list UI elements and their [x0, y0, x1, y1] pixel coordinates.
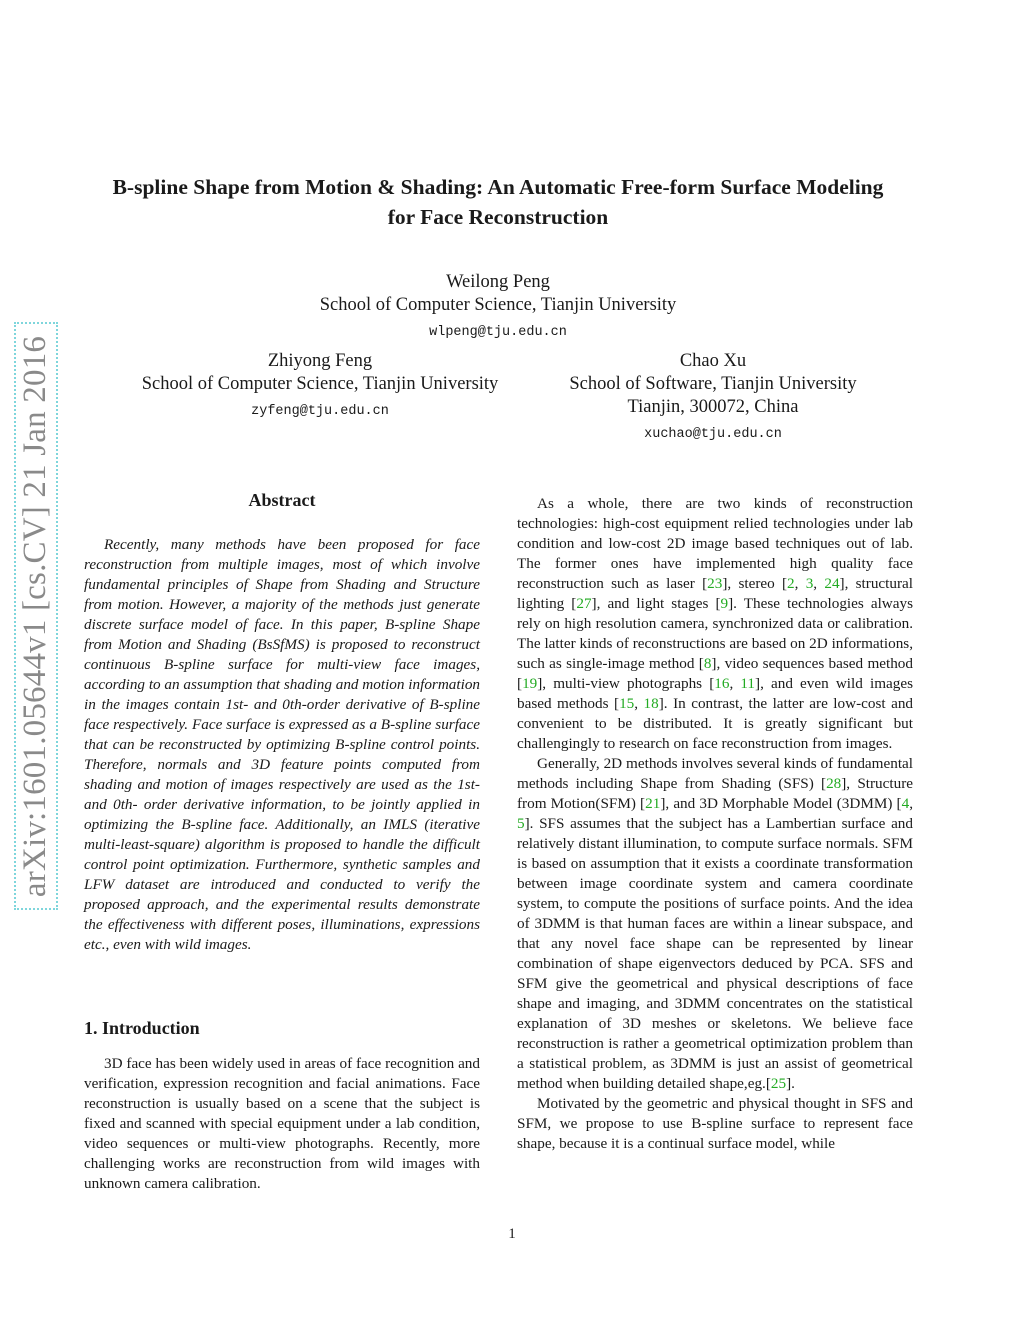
author-affiliation: School of Computer Science, Tianjin University: [141, 374, 499, 394]
paragraph: Generally, 2D methods involves several kinds of fundamental methods including Shape from Shading (SFS) [28], Structure from Motion(SFM) [21], and 3D Morphable Model (3DMM) [4, 5]. SFS assumes that the subject has a Lambertian surface and relatively distant illumination, to compute surface normals. SFM is based on assumption that it exists a coordinate transformation between image coordinate system and camera coordinate system, to compute the positions of surface points. And the idea of 3DMM is that human faces are within a linear subspace, and that any novel face shape can be represented by linear combination of shape eigenvectors deduced by PCA. SFS and SFM give the geometrical and physical descriptions of face shape and imaging, and 3DMM concentrates on the statistical explanation of 3D meshes or skeletons. We believe face reconstruction is rather a geometrical optimization problem than a statistical problem, as 3DMM is just an assist of geometrical method when building detailed shape,eg.[25].: [517, 755, 913, 1092]
author-name: Chao Xu: [679, 351, 747, 371]
citation-link[interactable]: 24: [824, 575, 840, 592]
author-block-1: [248, 271, 748, 344]
paragraph: Motivated by the geometric and physical thought in SFS and SFM, we propose to use B-spline surface to represent face shape, because it is a continual surface model, while: [517, 1095, 913, 1152]
abstract-text: Recently, many methods have been proposed for face reconstruction from multiple images, most of which involve fundamental principles of Shape from Shading and Structure from motion. However, a majority of the methods just generate discrete surface model of face. In this paper, B-spline Shape from Motion and Shading (BsSfMS) is proposed to reconstruct continuous B-spline surface for multi-view face images, according to an assumption that shading and motion information in the images contain 1st- and 0th-order derivative of B-spline face respectively. Face surface is expressed as a B-spline surface that can be reconstructed by optimizing B-spline control points. Therefore, normals and 3D feature points computed from shading and motion of images respectively are used as the 1st- and 0th- order derivative information, to be jointly applied in optimizing the B-spline face. Additionally, an IMLS (iterative multi-least-square) algorithm is proposed to handle the difficult control point optimization. Furthermore, synthetic samples and LFW dataset are introduced and conducted to verify the proposed approach, and the experimental results demonstrate the effectiveness with different poses, illuminations, expressions etc., even with wild images.: [84, 536, 481, 953]
citation-link[interactable]: 4: [901, 795, 910, 812]
citation-link[interactable]: 21: [645, 795, 661, 812]
section-heading-introduction: 1. Introduction: [84, 1018, 200, 1038]
citation-link[interactable]: 8: [703, 655, 712, 672]
paragraph: As a whole, there are two kinds of reconstruction technologies: high-cost equipment relied technologies under lab condition and low-cost 2D image based techniques out of lab. The former ones have implemented high quality face reconstruction such as laser [23], stereo [2, 3, 24], structural lighting [27], and light stages [9]. These technologies always rely on high resolution camera, synchronized data or calibration. The latter kinds of reconstructions are based on 2D informations, such as single-image method [8], video sequences based method [19], multi-view photographs [16, 11], and even wild images based methods [15, 18]. In contrast, the latter are low-cost and convenient to be distributed. It is greatly significant but challengingly to research on face reconstruction from images.: [517, 495, 914, 752]
abstract-body: [84, 535, 480, 955]
citation-link[interactable]: 27: [576, 595, 592, 612]
citation-link[interactable]: 25: [770, 1075, 787, 1092]
author-name: Zhiyong Feng: [267, 351, 373, 371]
paragraph: 3D face has been widely used in areas of face recognition and verification, expression recognition and facial animations. Face reconstruction is usually based on a scene that the subject is fixed and scanned with special equipment under a lab condition, video sequences or multi-view photographs. Recently, more challenging works are reconstruction from wild images with unknown camera calibration.: [84, 1055, 480, 1192]
right-column: [517, 494, 913, 1154]
page-number: 1: [508, 1226, 516, 1242]
arxiv-stamp-text: arXiv:1601.05644v1 [cs.CV] 21 Jan 2016: [17, 335, 54, 897]
citation-link[interactable]: 19: [522, 675, 538, 692]
author-email: xuchao@tju.edu.cn: [644, 427, 782, 442]
citation-link[interactable]: 18: [643, 695, 659, 712]
author-block-2: [110, 350, 530, 423]
introduction-body: [84, 1054, 480, 1194]
citation-link[interactable]: 28: [826, 775, 842, 792]
paper-title: B-spline Shape from Motion & Shading: An Automatic Free-form Surface Modeling for Face Reconstruction: [112, 175, 884, 229]
author-affiliation: School of Software, Tianjin University: [569, 374, 857, 394]
author-block-3: [540, 350, 886, 446]
author-email: wlpeng@tju.edu.cn: [429, 325, 567, 340]
abstract-heading: Abstract: [248, 490, 316, 510]
author-affiliation: School of Computer Science, Tianjin University: [319, 295, 677, 315]
citation-link[interactable]: 3: [805, 575, 814, 592]
citation-link[interactable]: 16: [714, 675, 730, 692]
citation-link[interactable]: 23: [707, 575, 723, 592]
citation-link[interactable]: 2: [787, 575, 795, 592]
arxiv-stamp: [14, 322, 58, 910]
citation-link[interactable]: 11: [740, 675, 756, 692]
citation-link[interactable]: 9: [720, 595, 729, 612]
author-name: Weilong Peng: [446, 272, 550, 292]
citation-link[interactable]: 5: [517, 815, 525, 832]
citation-link[interactable]: 15: [619, 695, 635, 712]
author-address: Tianjin, 300072, China: [627, 397, 799, 417]
author-email: zyfeng@tju.edu.cn: [251, 404, 389, 419]
